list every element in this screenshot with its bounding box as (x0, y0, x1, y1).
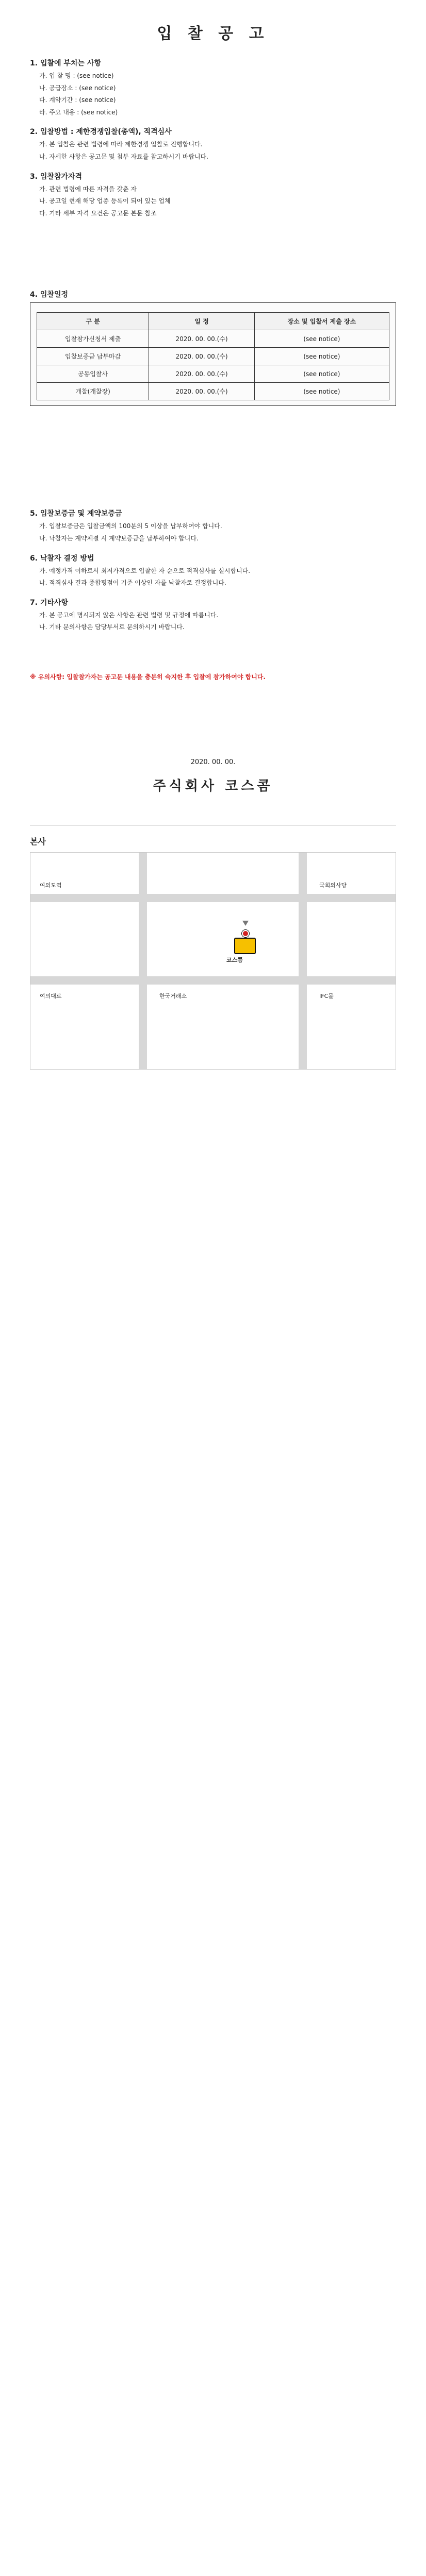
highlighted-note: ※ 유의사항: 입찰참가자는 공고문 내용을 충분히 숙지한 후 입찰에 참가하여야 합니다. (30, 673, 266, 681)
section-7-line-2: 나. 기타 문의사항은 담당부서로 문의하시기 바랍니다. (39, 623, 185, 631)
schedule-cell: 입찰참가신청서 제출 (37, 330, 149, 348)
schedule-cell: 개찰(개찰장) (37, 383, 149, 400)
section-7 (30, 597, 396, 632)
schedule-cell: (see notice) (254, 383, 389, 400)
section-1-line-2: 나. 공급장소 : (see notice) (39, 84, 116, 92)
section-7-title: 7. 기타사항 (30, 598, 69, 607)
section-7-line-1: 가. 본 공고에 명시되지 않은 사항은 관련 법령 및 규정에 따릅니다. (39, 611, 219, 619)
table-row (37, 330, 389, 348)
section-2 (30, 126, 396, 161)
map-label-primary: 코스콤 (226, 956, 243, 963)
highlighted-note-block (30, 672, 396, 682)
spacer (30, 691, 396, 753)
schedule-cell: (see notice) (254, 365, 389, 383)
arrow-down-icon (242, 921, 249, 926)
section-5-line-2: 나. 낙찰자는 계약체결 시 계약보증금을 납부하여야 합니다. (39, 534, 199, 542)
section-6-line-2: 나. 적격심사 결과 종합평점이 기준 이상인 자를 낙찰자로 결정합니다. (39, 579, 226, 587)
section-3-line-1: 가. 관련 법령에 따른 자격을 갖춘 자 (39, 185, 137, 193)
schedule-header-col-1: 구 분 (37, 313, 149, 330)
schedule-header-col-2: 일 정 (149, 313, 255, 330)
building-marker (234, 938, 256, 954)
map-label: 여의대로 (40, 992, 62, 999)
footer-block (30, 758, 396, 794)
schedule-cell: 입찰보증금 납부마감 (37, 348, 149, 365)
section-4-title: 4. 입찰일정 (30, 291, 69, 299)
map-label: IFC몰 (319, 992, 334, 999)
section-2-line-2: 나. 자세한 사항은 공고문 및 첨부 자료를 참고하시기 바랍니다. (39, 152, 208, 160)
section-5-title: 5. 입찰보증금 및 계약보증금 (30, 510, 122, 518)
map-road (299, 853, 307, 1069)
document-title: 입 찰 공 고 (157, 25, 269, 43)
schedule-cell: (see notice) (254, 348, 389, 365)
section-3 (30, 171, 396, 218)
footer-date: 2020. 00. 00. (190, 758, 236, 766)
schedule-cell: 2020. 00. 00.(수) (149, 330, 255, 348)
schedule-cell: 2020. 00. 00.(수) (149, 365, 255, 383)
map-label: 국회의사당 (319, 882, 347, 889)
footer-company: 주식회사 코스콤 (153, 778, 273, 794)
spacer (30, 415, 396, 508)
section-6-line-1: 가. 예정가격 이하로서 최저가격으로 입찰한 자 순으로 적격심사를 실시합니다. (39, 567, 251, 574)
section-1-line-4: 라. 주요 내용 : (see notice) (39, 108, 118, 116)
section-6 (30, 553, 396, 588)
schedule-table (37, 312, 389, 400)
map-road (139, 853, 147, 1069)
table-row (37, 383, 389, 400)
map-title: 본사 (30, 836, 46, 846)
section-2-line-1: 가. 본 입찰은 관련 법령에 따라 제한경쟁 입찰로 진행합니다. (39, 141, 203, 148)
section-3-line-2: 나. 공고일 현재 해당 업종 등록이 되어 있는 업체 (39, 197, 171, 205)
spacer (30, 227, 396, 289)
section-2-title: 2. 입찰방법 : 제한경쟁입찰(총액), 적격심사 (30, 128, 172, 137)
section-4 (30, 289, 396, 406)
section-1-title: 1. 입찰에 부치는 사항 (30, 59, 101, 67)
section-5-line-1: 가. 입찰보증금은 입찰금액의 100분의 5 이상을 납부하여야 합니다. (39, 522, 222, 530)
section-3-line-3: 다. 기타 세부 자격 요건은 공고문 본문 참조 (39, 209, 157, 217)
schedule-cell: (see notice) (254, 330, 389, 348)
map-label: 한국거래소 (159, 992, 187, 999)
schedule-cell: 2020. 00. 00.(수) (149, 383, 255, 400)
location-pin-icon (242, 930, 249, 937)
section-1-line-1: 가. 입 찰 명 : (see notice) (39, 72, 114, 79)
section-1-line-3: 다. 계약기간 : (see notice) (39, 96, 116, 104)
section-3-title: 3. 입찰참가자격 (30, 172, 83, 181)
location-map-section (30, 825, 396, 1070)
spacer (30, 641, 396, 672)
section-1 (30, 58, 396, 117)
table-row (37, 348, 389, 365)
schedule-box (30, 302, 396, 406)
schedule-cell: 2020. 00. 00.(수) (149, 348, 255, 365)
section-6-title: 6. 낙찰자 결정 방법 (30, 554, 94, 563)
map-label: 여의도역 (40, 882, 62, 889)
schedule-cell: 공동입찰사 (37, 365, 149, 383)
map-road (30, 976, 396, 985)
table-row (37, 365, 389, 383)
location-map (30, 852, 396, 1070)
schedule-header-col-3: 장소 및 입찰서 제출 장소 (254, 313, 389, 330)
map-road (30, 894, 396, 902)
section-5 (30, 508, 396, 543)
